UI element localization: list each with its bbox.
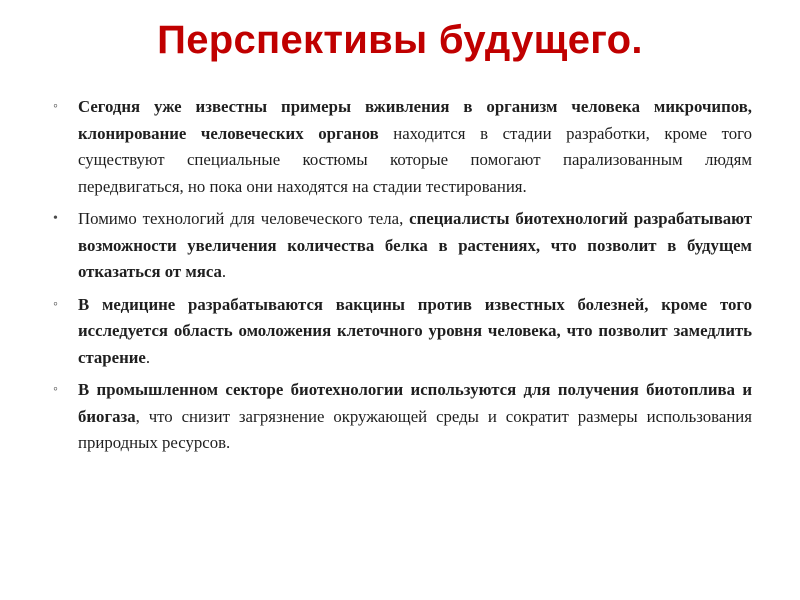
bullet-text-bold: В медицине разрабатываются вакцины против известных болезней, кроме того исследуется область омоложения клеточного уровня человека, что позволит замедлить старение <box>78 294 752 367</box>
bullet-marker-icon: ◦ <box>53 382 58 397</box>
bullet-text: , что снизит загрязнение окружающей среды и сократит размеры использования природных ресурсов. <box>78 406 752 452</box>
bullet-text-bold: В промышленном секторе биотехнологии используются для получения биотоплива и биогаза <box>78 380 752 426</box>
bullet-list <box>50 94 752 463</box>
bullet-text-bold: Сегодня уже известны примеры вживления в организм человека микрочипов, клонирование человеческих органов <box>78 97 752 143</box>
bullet-text: . <box>145 347 151 367</box>
bullet-item <box>50 94 752 200</box>
bullet-text-bold: специалисты биотехнологий разрабатывают возможности увеличения количества белка в растениях, что позволит в будущем отказаться от мяса <box>78 209 752 281</box>
bullet-marker-icon: • <box>53 211 58 226</box>
bullet-text: Помимо технологий для человеческого тела, <box>78 209 410 228</box>
bullet-marker-icon: ◦ <box>53 99 58 114</box>
bullet-marker-icon: ◦ <box>53 296 58 312</box>
bullet-item <box>50 206 752 286</box>
bullet-item <box>50 292 752 372</box>
bullet-text: . <box>221 262 227 281</box>
slide-title: Перспективы будущего. <box>157 18 643 62</box>
bullet-text: находится в стадии разработки, кроме того существуют специальные костюмы которые помогают парализованным людям передвигаться, но пока они находятся на стадии тестирования. <box>78 123 752 196</box>
bullet-item <box>50 377 752 457</box>
